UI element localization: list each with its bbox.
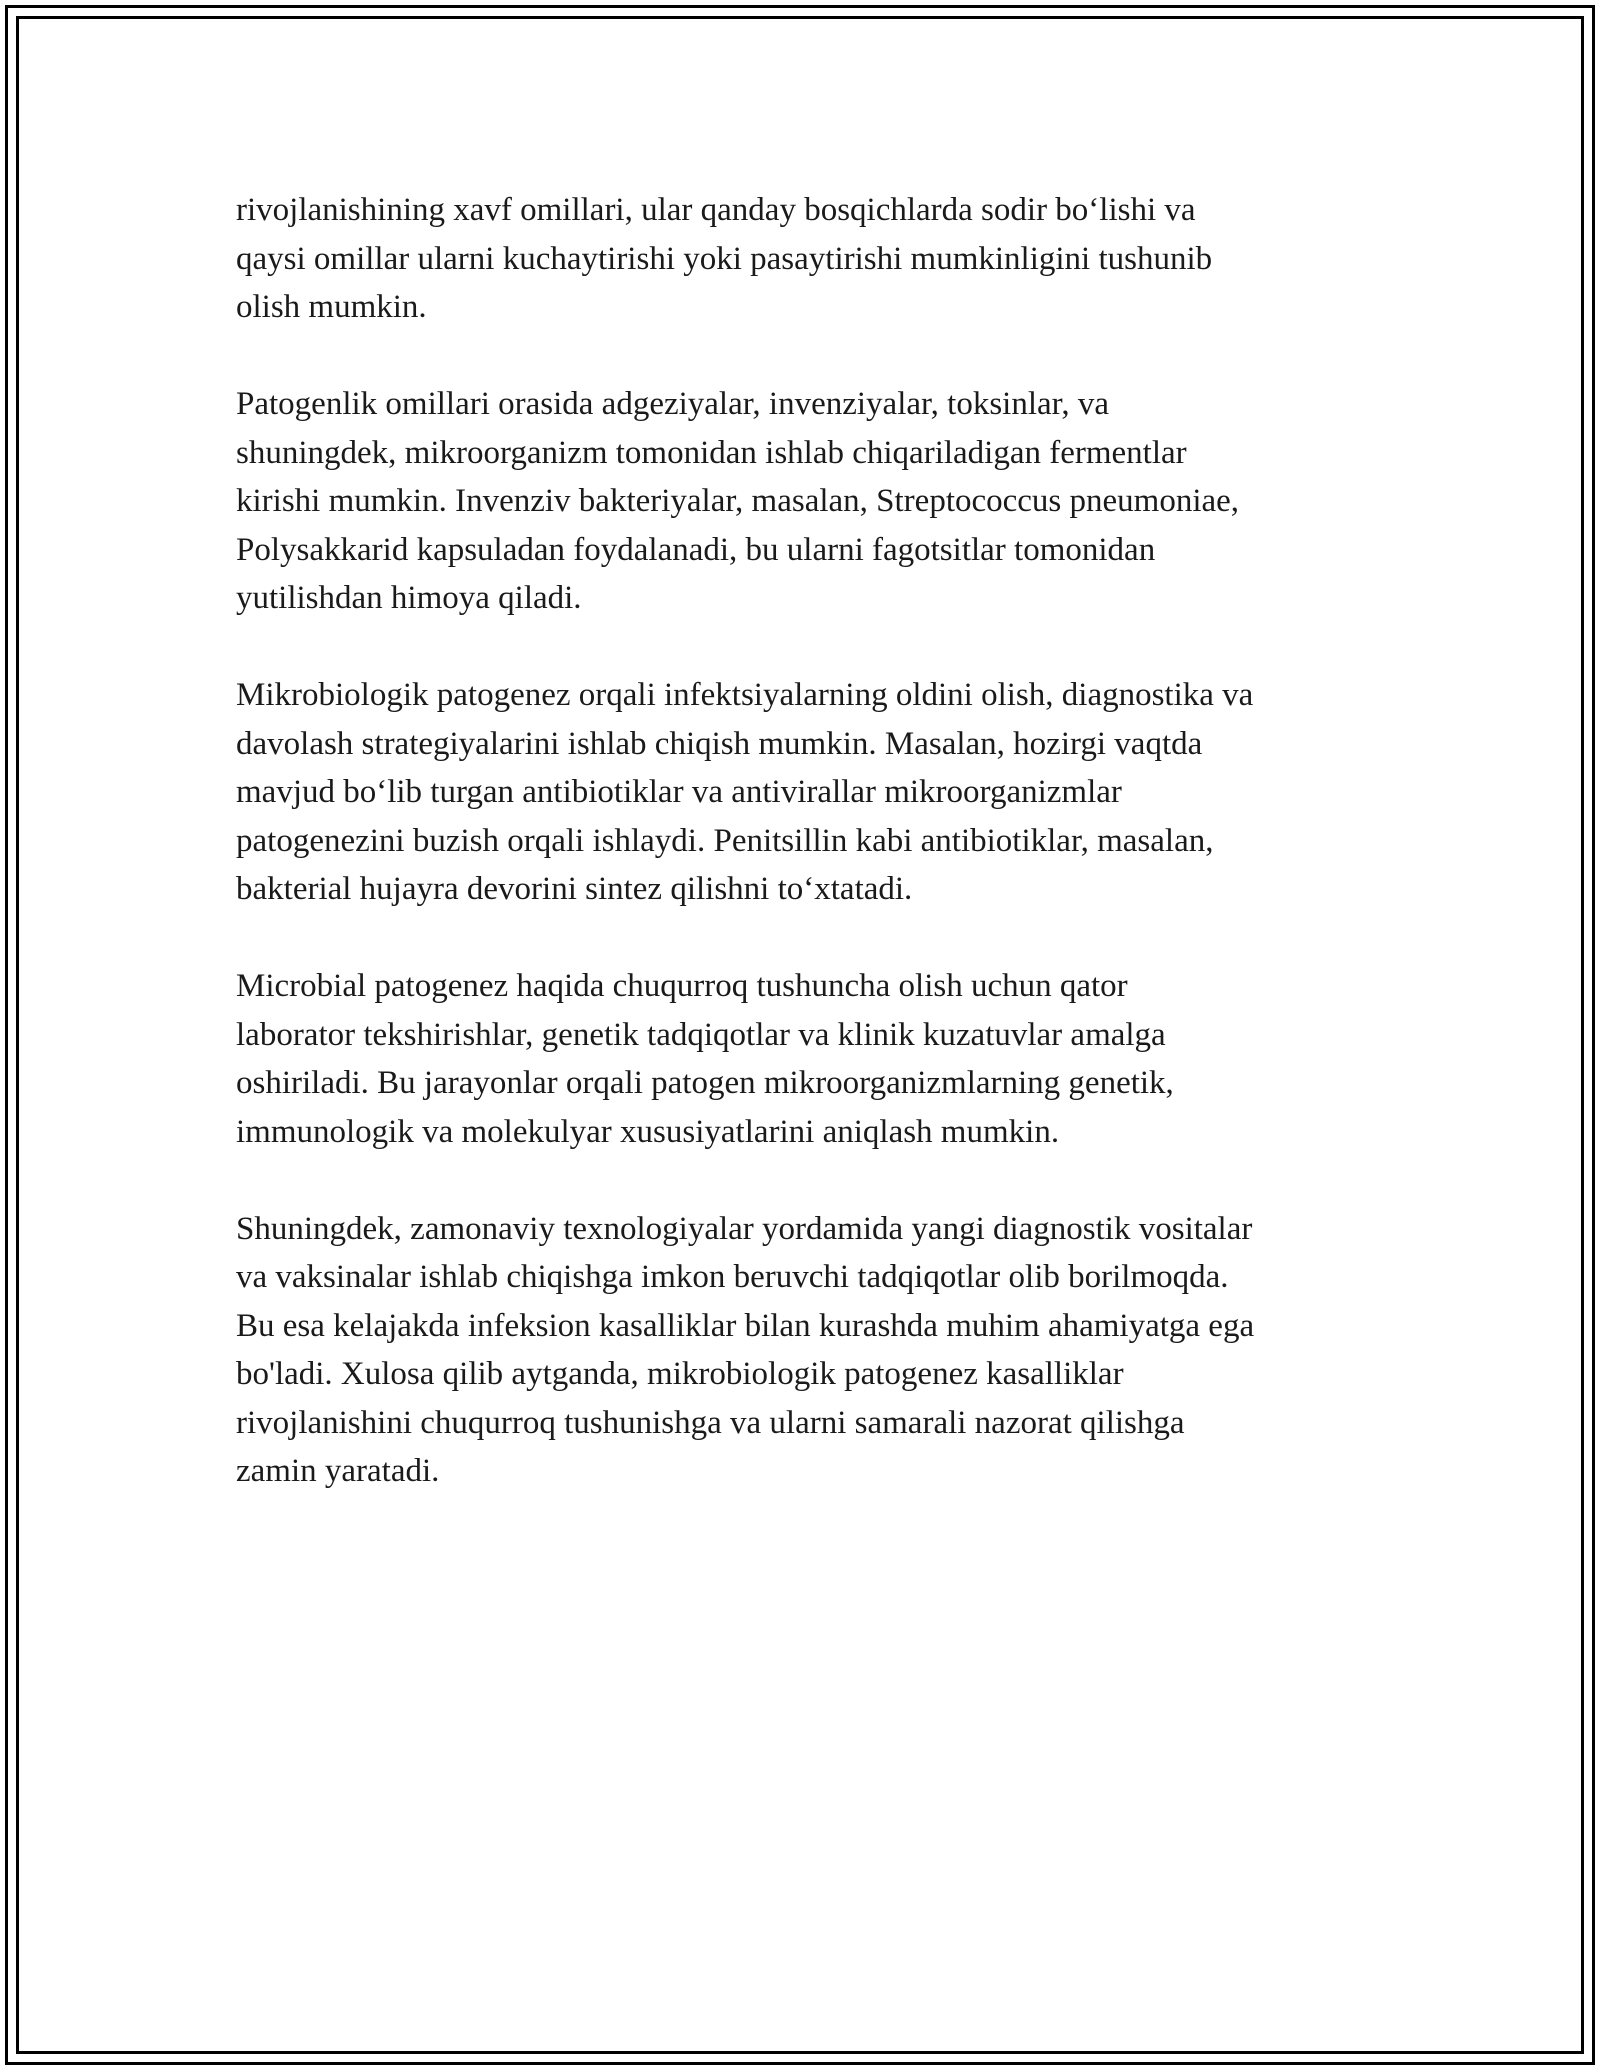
- text-line: bo'ladi. Xulosa qilib aytganda, mikrobiologik patogenez kasalliklar: [236, 1356, 1124, 1392]
- text-line: Polysakkarid kapsuladan foydalanadi, bu ularni fagotsitlar tomonidan: [236, 531, 1156, 568]
- text-line: yutilishdan himoya qiladi.: [236, 580, 582, 616]
- paragraph-conclusion: [236, 1205, 1386, 1496]
- text-line: mavjud bo‘lib turgan antibiotiklar va antivirallar mikroorganizmlar: [236, 774, 1122, 810]
- text-line: qaysi omillar ularni kuchaytirishi yoki pasaytirishi mumkinligini tushunib: [236, 240, 1213, 277]
- paragraph-pathogenicity-factors: [236, 380, 1386, 623]
- text-line: Patogenlik omillari orasida adgeziyalar, invenziyalar, toksinlar, va: [236, 386, 1109, 422]
- text-line: davolash strategiyalarini ishlab chiqish mumkin. Masalan, hozirgi vaqtda: [236, 725, 1203, 762]
- document-body: [236, 186, 1386, 1544]
- text-line: Shuningdek, zamonaviy texnologiyalar yordamida yangi diagnostik vositalar: [236, 1210, 1253, 1247]
- paragraph-risk-factors: [236, 186, 1386, 332]
- text-line: olish mumkin.: [236, 289, 427, 325]
- text-line: bakterial hujayra devorini sintez qilishni to‘xtatadi.: [236, 871, 913, 907]
- text-line: Bu esa kelajakda infeksion kasalliklar bilan kurashda muhim ahamiyatga ega: [236, 1307, 1255, 1344]
- text-line: oshiriladi. Bu jarayonlar orqali patogen mikroorganizmlarning genetik,: [236, 1065, 1174, 1101]
- paragraph-laboratory-research: [236, 962, 1386, 1156]
- text-line: zamin yaratadi.: [236, 1453, 440, 1489]
- text-line: kirishi mumkin. Invenziv bakteriyalar, masalan, Streptococcus pneumoniae,: [236, 483, 1240, 519]
- text-line: va vaksinalar ishlab chiqishga imkon beruvchi tadqiqotlar olib borilmoqda.: [236, 1259, 1229, 1295]
- text-line: laborator tekshirishlar, genetik tadqiqotlar va klinik kuzatuvlar amalga: [236, 1016, 1166, 1053]
- text-line: Mikrobiologik patogenez orqali infektsiyalarning oldini olish, diagnostika va: [236, 677, 1254, 713]
- text-line: rivojlanishini chuqurroq tushunishga va ularni samarali nazorat qilishga: [236, 1404, 1185, 1441]
- text-line: Microbial patogenez haqida chuqurroq tushuncha olish uchun qator: [236, 968, 1128, 1004]
- text-line: shuningdek, mikroorganizm tomonidan ishlab chiqariladigan fermentlar: [236, 434, 1187, 471]
- paragraph-treatment-strategies: [236, 671, 1386, 914]
- text-line: rivojlanishining xavf omillari, ular qanday bosqichlarda sodir bo‘lishi va: [236, 192, 1196, 228]
- text-line: patogenezini buzish orqali ishlaydi. Penitsillin kabi antibiotiklar, masalan,: [236, 822, 1214, 859]
- text-line: immunologik va molekulyar xususiyatlarini aniqlash mumkin.: [236, 1113, 1060, 1150]
